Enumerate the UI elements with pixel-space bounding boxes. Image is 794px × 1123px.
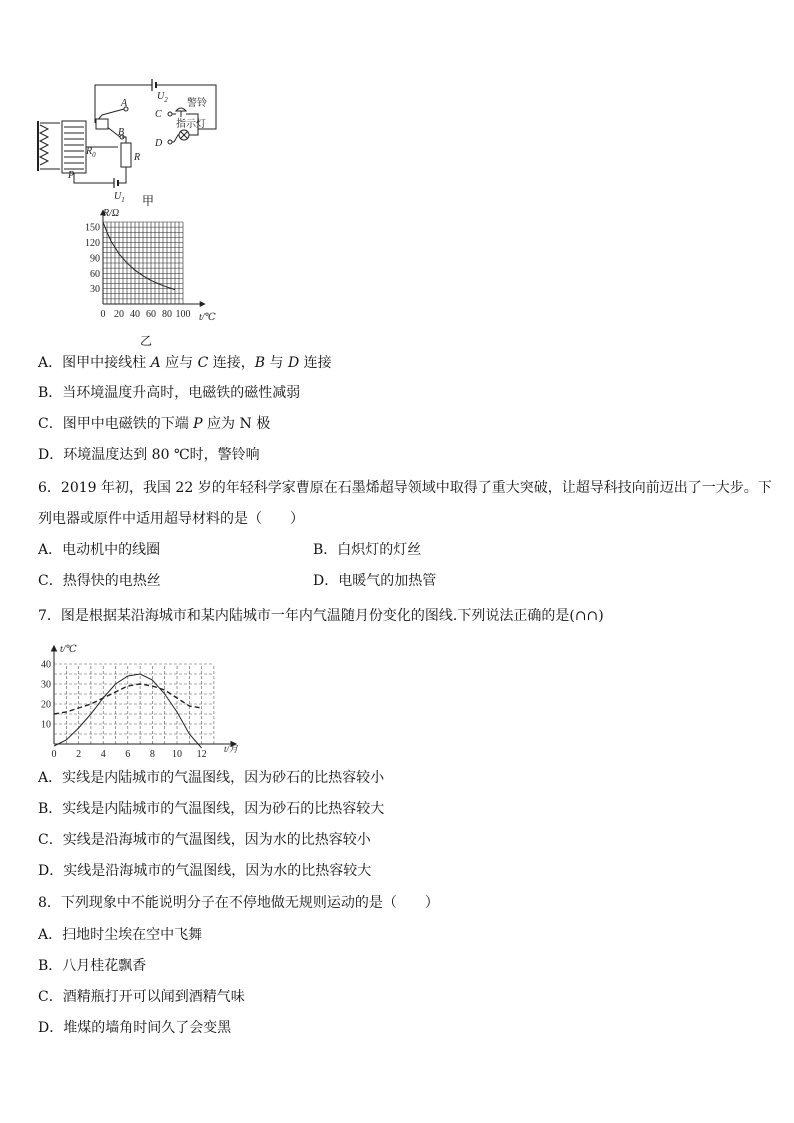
label-r: R: [134, 152, 141, 163]
q7-option-b: B．实线是内陆城市的气温图线，因为砂石的比热容较大: [38, 801, 385, 817]
yi-x-tick-label: 40: [130, 309, 140, 320]
q6-option-c: C．热得快的电热丝: [38, 573, 161, 589]
label-u1: $U_1$: [114, 191, 125, 204]
chart-yi: [75, 200, 235, 330]
option-text-segment: C: [197, 355, 209, 371]
option-text-segment: 当环境温度升高时，电磁铁的磁性减弱: [62, 385, 301, 401]
q6-stem-line2: 列电器或原件中适用超导材料的是（ ）: [38, 511, 304, 527]
yi-x-tick-label: 80: [162, 309, 172, 320]
q5-option-d: [38, 446, 260, 464]
q7-y-tick-label: 10: [41, 719, 51, 731]
q6-stem-line1: 6．2019 年初，我国 22 岁的年轻科学家曹原在石墨烯超导领域中取得了重大突破，让超导科技向前迈出了一大步。下: [38, 480, 772, 496]
yi-y-tick-label: 120: [85, 238, 100, 249]
q7-x-tick-label: 10: [172, 749, 182, 760]
option-text-segment: 环境温度达到 80 ℃时，警铃响: [63, 447, 260, 463]
label-alarm: 警铃: [187, 98, 207, 109]
q6-option-a: A．电动机中的线圈: [38, 542, 161, 558]
option-text-segment: 连接: [299, 355, 332, 371]
label-p: P: [68, 170, 75, 181]
q7-x-tick-label: 8: [149, 749, 155, 760]
option-text-segment: 图甲中电磁铁的下端: [62, 416, 194, 432]
option-letter: C．: [38, 416, 63, 432]
label-lamp: 指示灯: [176, 119, 206, 130]
option-text-segment: P: [193, 416, 203, 432]
q7-option-d: D．实线是沿海城市的气温图线，因为水的比热容较大: [38, 863, 372, 879]
option-text-segment: B: [254, 355, 266, 371]
q7-y-tick-label: 30: [41, 679, 51, 691]
q5-option-b: [38, 384, 300, 402]
label-u2: $U_2$: [157, 91, 168, 104]
q5-option-a: [38, 354, 332, 372]
label-a: A: [121, 98, 128, 109]
q7-option-a: A．实线是内陆城市的气温图线，因为砂石的比热容较小: [38, 770, 385, 786]
option-text-segment: 图甲中接线柱: [62, 355, 151, 371]
chart-q7-temperature: [36, 640, 246, 766]
caption-yi: 乙: [140, 334, 153, 348]
yi-x-arrow: [200, 302, 205, 307]
option-text-segment: 应为 N 极: [202, 416, 271, 432]
q8-stem: 8．下列现象中不能说明分子在不停地做无规则运动的是（ ）: [38, 895, 439, 911]
q8-option-d: D．堆煤的墙角时间久了会变黑: [38, 1020, 232, 1036]
q7-xlabel: t/月: [224, 744, 239, 754]
q7-x-tick-label: 6: [125, 749, 131, 760]
q7-x-tick-label: 2: [76, 749, 82, 760]
q5-option-c: [38, 415, 270, 433]
q7-ylabel: t/℃: [60, 644, 77, 655]
option-text-segment: 连接，: [208, 355, 255, 371]
q7-x-tick-label: 4: [100, 749, 106, 760]
circuit-figure-jia: [30, 75, 230, 210]
q7-y-tick-label: 40: [41, 659, 51, 671]
yi-x-tick-label: 100: [175, 309, 191, 320]
yi-x-tick-label: 60: [146, 309, 156, 320]
label-d: D: [155, 138, 163, 149]
q8-option-c: C．酒精瓶打开可以闻到酒精气味: [38, 989, 245, 1005]
yi-x-tick-label: 20: [114, 309, 124, 320]
yi-x-tick-label: 0: [100, 309, 106, 320]
yi-xlabel: t/℃: [199, 312, 216, 323]
yi-y-tick-label: 30: [90, 284, 100, 296]
q7-stem: 7．图是根据某沿海城市和某内陆城市一年内气温随月份变化的图线.下列说法正确的是(∩∩): [38, 608, 604, 624]
option-text-segment: 应与: [160, 355, 198, 371]
label-b: B: [118, 127, 125, 138]
q6-option-b: B．白炽灯的灯丝: [313, 542, 422, 558]
option-text-segment: D: [287, 355, 300, 371]
yi-y-tick-label: 60: [90, 268, 100, 280]
q6-option-d: D．电暖气的加热管: [313, 573, 437, 589]
q7-x-tick-label: 0: [51, 749, 57, 760]
yi-ylabel: R/Ω: [103, 208, 120, 219]
label-r0: $R_0$: [86, 146, 96, 159]
label-c: C: [155, 109, 162, 120]
q8-option-b: B．八月桂花飘香: [38, 958, 147, 974]
option-letter: A．: [38, 355, 63, 371]
option-text-segment: A: [150, 355, 161, 371]
yi-y-tick-label: 150: [85, 222, 100, 234]
yi-y-tick-label: 90: [90, 253, 100, 265]
q7-y-tick-label: 20: [41, 699, 51, 711]
caption-jia: 甲: [142, 194, 155, 208]
q8-option-a: A．扫地时尘埃在空中飞舞: [38, 927, 203, 943]
option-letter: D．: [38, 447, 64, 463]
option-text-segment: 与: [265, 355, 288, 371]
option-letter: B．: [38, 385, 63, 401]
q7-y-arrow: [52, 646, 57, 651]
q7-x-tick-label: 12: [196, 749, 207, 760]
q7-option-c: C．实线是沿海城市的气温图线，因为水的比热容较小: [38, 832, 371, 848]
